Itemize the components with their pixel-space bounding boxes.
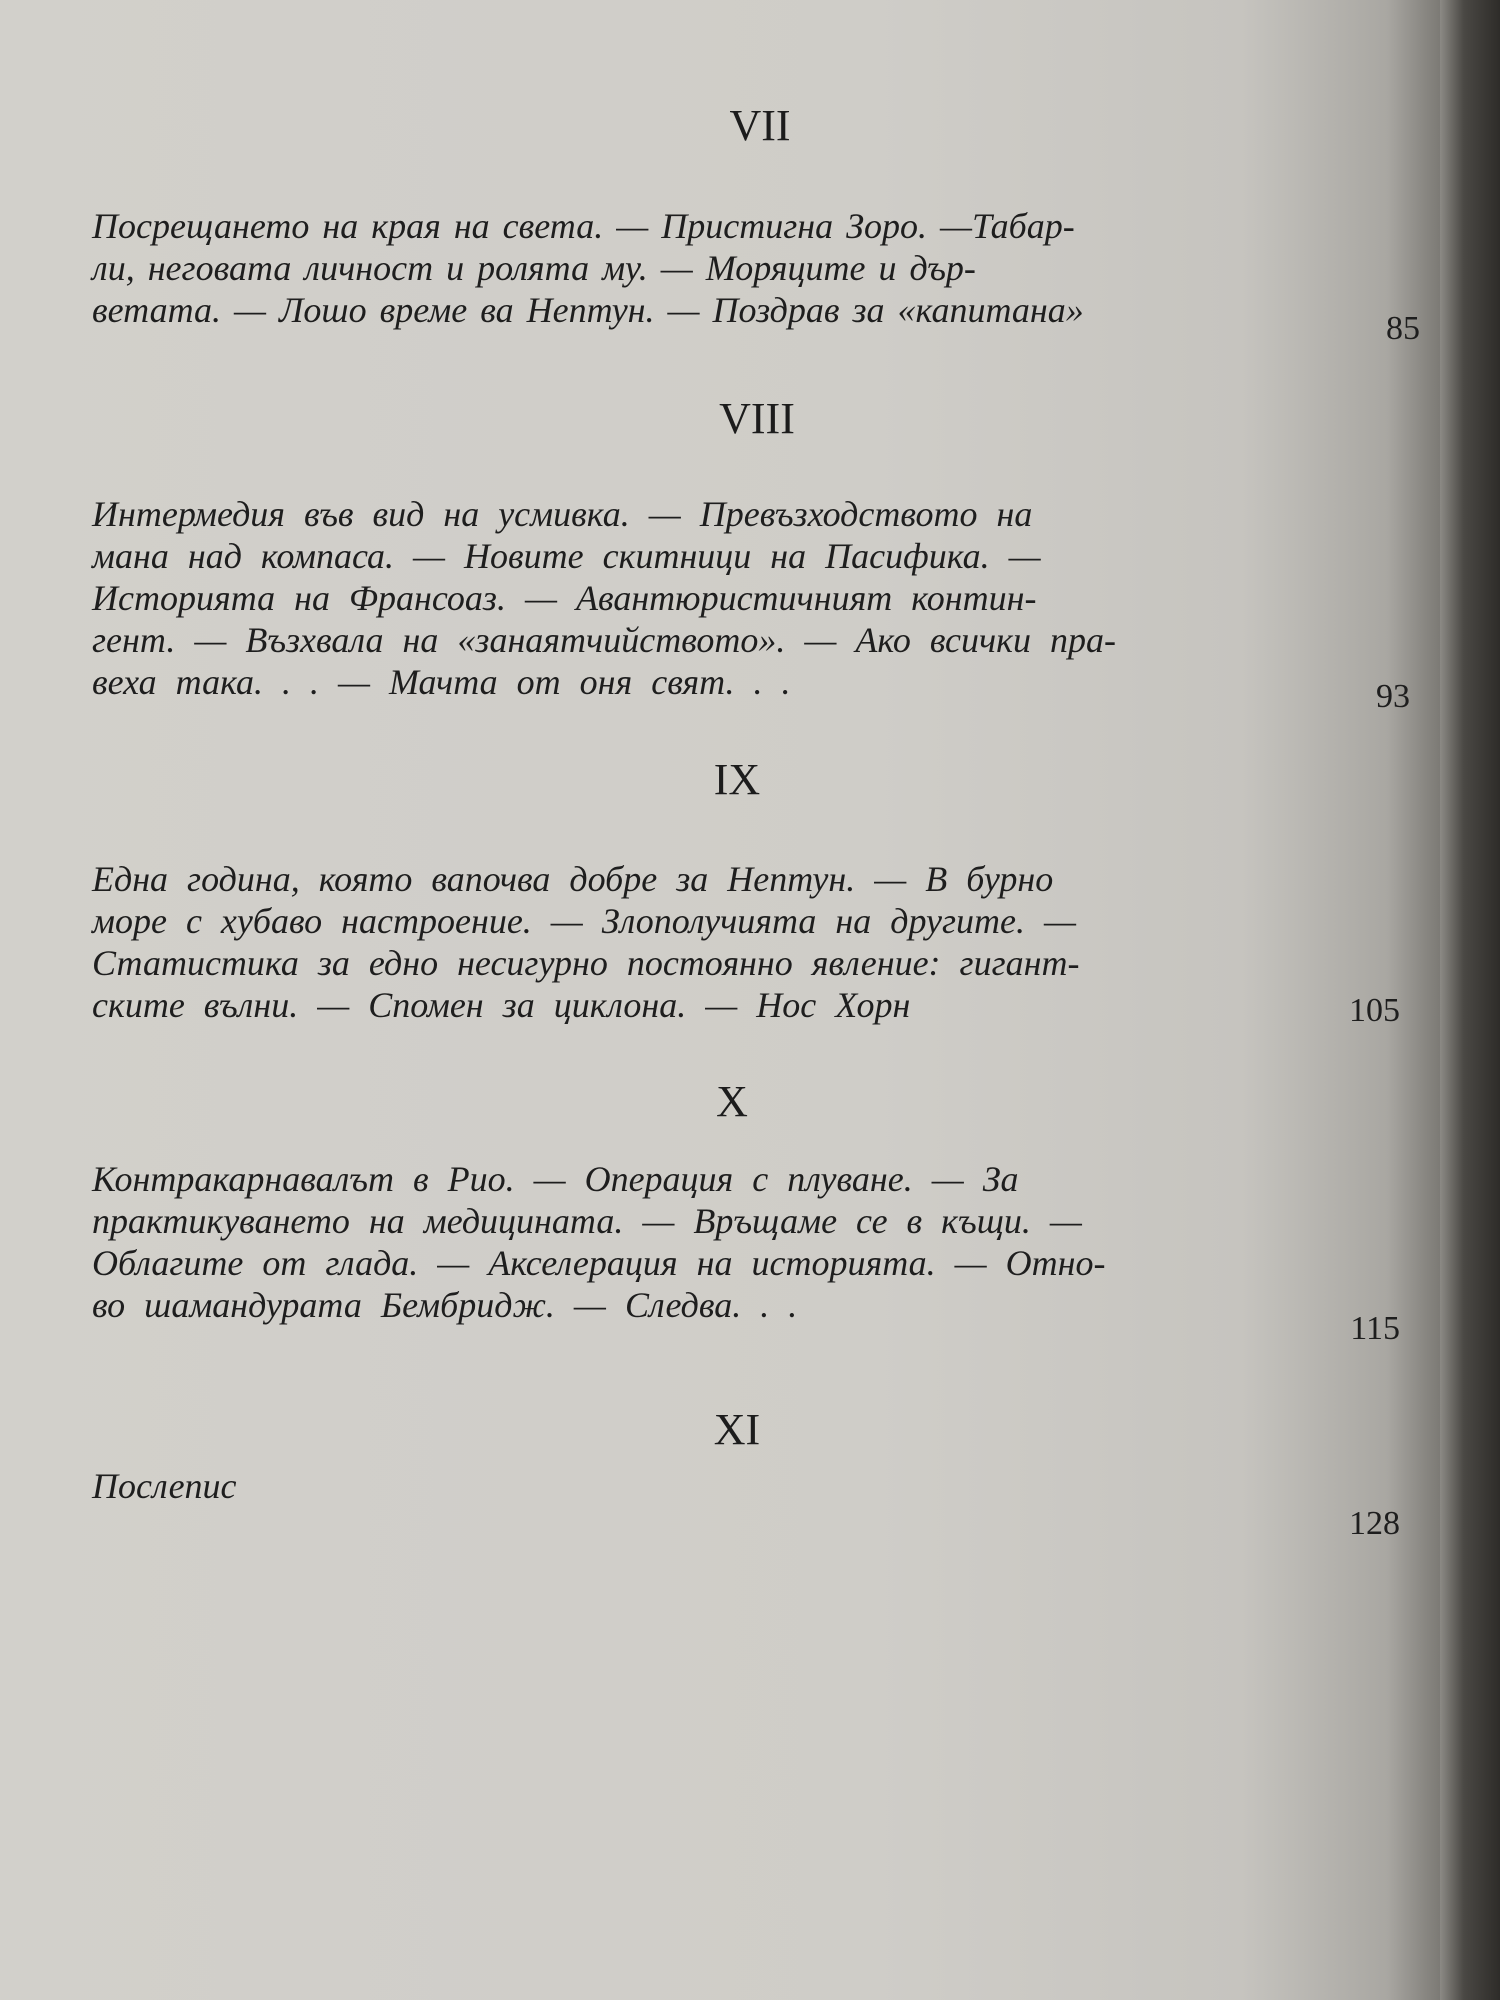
summary-line: веха така. . . — Мачта от оня свят. . . — [92, 662, 791, 702]
summary-line: ветата. — Лошо време ва Нептун. — Поздрав за «капитана» — [92, 290, 1084, 330]
page-number-ix: 105 — [1349, 992, 1400, 1029]
summary-line: практикуването на медицината. — Връщаме се в къщи. — — [92, 1201, 1082, 1241]
page-number-x: 115 — [1350, 1310, 1400, 1347]
chapter-heading-x: X — [716, 1077, 748, 1126]
summary-line: Контракарнавалът в Рио. — Операция с плуване. — За — [92, 1159, 1019, 1199]
summary-line: Историята на Франсоаз. — Авантюристичният контин- — [92, 578, 1037, 618]
chapter-heading-xi: XI — [713, 1405, 761, 1454]
chapter-heading-viii: VIII — [719, 394, 795, 443]
chapter-summary-viii — [92, 493, 1292, 703]
chapter-summary-xi — [92, 1465, 1292, 1507]
chapter-heading-ix: IX — [713, 755, 761, 804]
summary-line: мана над компаса. — Новите скитници на Пасифика. — — [92, 536, 1041, 576]
chapter-summary-vii — [92, 205, 1292, 331]
chapter-summary-x — [92, 1158, 1292, 1326]
summary-line: Статистика за едно несигурно постоянно явление: гигант- — [92, 943, 1080, 983]
page-number-vii: 85 — [1386, 310, 1420, 347]
summary-line: Послепис — [92, 1466, 237, 1506]
page-number-viii: 93 — [1376, 678, 1410, 715]
page-gutter-edge — [1440, 0, 1500, 2000]
page-number-xi: 128 — [1349, 1505, 1400, 1542]
summary-line: Облагите от глада. — Акселерация на историята. — Отно- — [92, 1243, 1106, 1283]
summary-line: Интермедия във вид на усмивка. — Превъзходството на — [92, 494, 1033, 534]
chapter-heading-vii: VII — [729, 101, 791, 150]
summary-line: ските вълни. — Спомен за циклона. — Нос Хорн — [92, 985, 911, 1025]
summary-line: во шамандурата Бембридж. — Следва. . . — [92, 1285, 798, 1325]
summary-line: Посрещането на края на света. — Пристигна Зоро. —Табар- — [92, 206, 1075, 246]
summary-line: ли, неговата личност и ролята му. — Моряците и дър- — [92, 248, 976, 288]
chapter-summary-ix — [92, 858, 1292, 1026]
summary-line: море с хубаво настроение. — Злополучията на другите. — — [92, 901, 1077, 941]
summary-line: гент. — Възхвала на «занаятчийството». — Ако всички пра- — [92, 620, 1116, 660]
summary-line: Една година, която вапочва добре за Нептун. — В бурно — [92, 859, 1054, 899]
